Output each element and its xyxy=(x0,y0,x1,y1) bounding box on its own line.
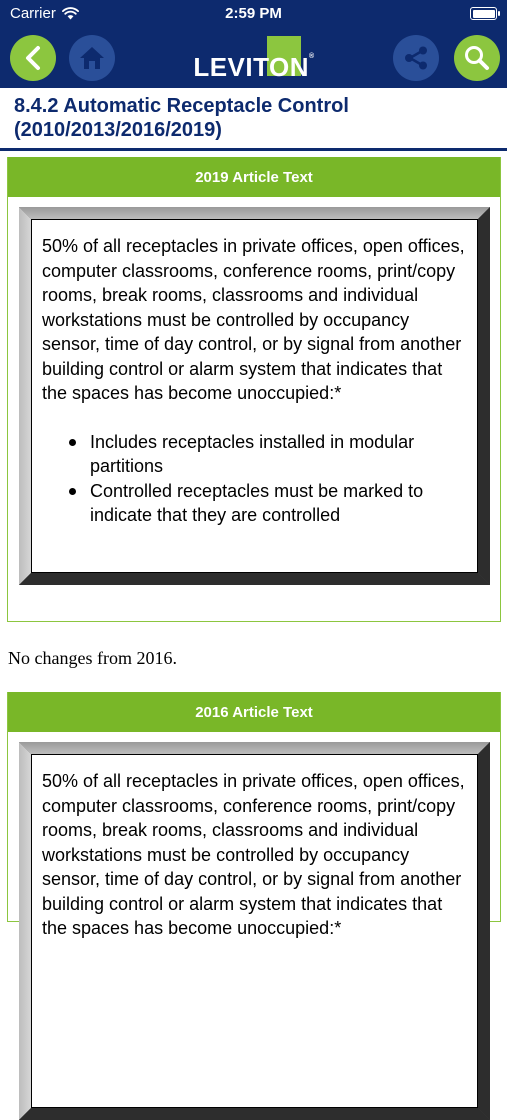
article-paragraph: 50% of all receptacles in private offices, open offices, computer classrooms, conference rooms, print/copy rooms, break rooms, classrooms and individual workstations must be controlled by occupancy sensor, time of day control, or by signal from another building control or alarm system that indicates that the spaces has become unoccupied:* xyxy=(42,771,465,938)
search-button[interactable] xyxy=(454,35,500,81)
title-divider xyxy=(0,148,507,151)
article-bullet-item: Controlled receptacles must be marked to indicate that they are controlled xyxy=(66,479,465,528)
battery-icon xyxy=(470,7,497,20)
frame-bevel-bottom xyxy=(19,1108,490,1120)
share-button[interactable] xyxy=(393,35,439,81)
battery-level xyxy=(473,10,495,18)
page-title: 8.4.2 Automatic Receptacle Control (2010/2013/2016/2019) xyxy=(14,95,349,141)
leviton-logo xyxy=(189,36,319,80)
home-button[interactable] xyxy=(69,35,115,81)
change-note: No changes from 2016. xyxy=(8,648,177,668)
frame-bevel-bottom xyxy=(19,573,490,585)
magnifier-icon xyxy=(463,44,491,72)
frame-bevel-left xyxy=(19,207,31,585)
section-header-2019: 2019 Article Text xyxy=(8,157,500,197)
article-text-2016 xyxy=(31,754,478,1108)
app-header xyxy=(0,0,507,88)
back-button[interactable] xyxy=(10,35,56,81)
logo-wordmark xyxy=(189,53,319,81)
frame-bevel-right xyxy=(478,207,490,585)
article-text-2019 xyxy=(31,219,478,573)
house-icon xyxy=(78,45,106,71)
article-bullet-list xyxy=(42,430,465,528)
logo-registered-mark: ® xyxy=(309,53,315,60)
logo-brand-text: LEVITON xyxy=(193,52,310,82)
article-section-2016 xyxy=(7,692,501,938)
article-paragraph: 50% of all receptacles in private offices, open offices, computer classrooms, conference rooms, print/copy rooms, break rooms, classrooms and individual workstations must be controlled by occupancy sensor, time of day control, or by signal from another building control or alarm system that indicates that the spaces has become unoccupied:* xyxy=(42,236,465,403)
article-section-2019 xyxy=(7,157,501,622)
chevron-left-icon xyxy=(22,45,44,71)
carrier-label: Carrier xyxy=(10,5,56,22)
frame-bevel-left xyxy=(19,742,31,1120)
article-bullet-item: Includes receptacles installed in modular partitions xyxy=(66,430,465,479)
status-time: 2:59 PM xyxy=(225,5,282,22)
share-icon xyxy=(403,45,429,71)
frame-bevel-top xyxy=(19,742,490,754)
status-bar xyxy=(0,0,507,28)
article-frame-2016 xyxy=(19,742,490,1120)
frame-bevel-right xyxy=(478,742,490,1120)
article-frame-2019 xyxy=(19,207,490,585)
section-header-2016: 2016 Article Text xyxy=(8,692,500,732)
frame-bevel-top xyxy=(19,207,490,219)
